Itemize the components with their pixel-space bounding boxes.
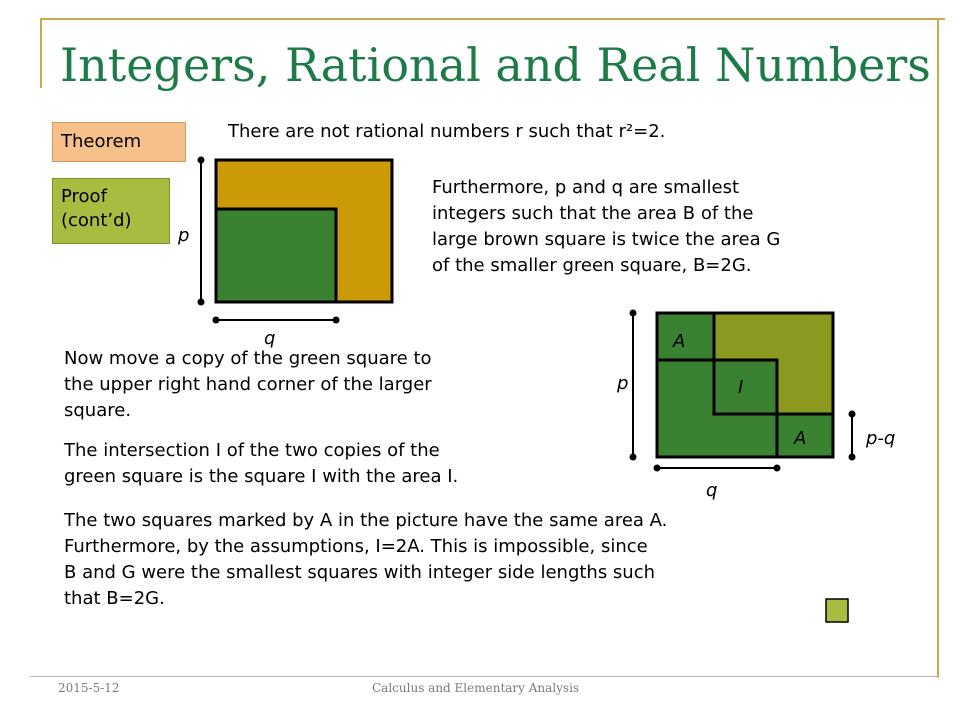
conclusion-line: that B=2G. [64, 588, 165, 609]
q-measure-end-left [213, 317, 220, 324]
p-measure-end-top [198, 157, 205, 164]
furthermore-line: of the smaller green square, B=2G. [432, 255, 752, 276]
a-label-bottom: A [794, 428, 807, 449]
q-measure-end-left-2 [654, 465, 661, 472]
footer-course: Calculus and Elementary Analysis [372, 681, 580, 695]
q-measure-end-right-2 [774, 465, 781, 472]
q-label-2: q [706, 480, 718, 501]
proof-label-line-2: (cont’d) [61, 210, 132, 231]
intersection-line: green square is the square I with the area I. [64, 466, 459, 487]
pq-measure-end-bottom [849, 454, 856, 461]
q-label: q [264, 328, 276, 349]
end-of-proof-box [826, 599, 848, 622]
p-measure-end-bottom-2 [630, 454, 637, 461]
intersection-line: The intersection I of the two copies of the [64, 440, 440, 461]
move-copy-line: square. [64, 400, 132, 421]
p-label: p [178, 225, 190, 246]
furthermore-line: large brown square is twice the area G [432, 229, 781, 250]
theorem-label: Theorem [52, 122, 186, 162]
p-measure-end-bottom [198, 299, 205, 306]
conclusion-line: The two squares marked by A in the picture have the same area A. [64, 510, 668, 531]
intersection-square [714, 360, 777, 414]
a-label-top: A [673, 331, 686, 352]
furthermore-line: Furthermore, p and q are smallest [432, 177, 740, 198]
diagram-2 [616, 310, 895, 502]
p-minus-q-label: p-q [866, 428, 896, 449]
q-measure-end-right [333, 317, 340, 324]
move-copy-line: the upper right hand corner of the larger [64, 374, 432, 395]
conclusion-line: Furthermore, by the assumptions, I=2A. This is impossible, since [64, 536, 648, 557]
diagram-1 [177, 157, 392, 350]
small-green-square [216, 209, 336, 302]
pq-measure-end-top [849, 411, 856, 418]
statement-text: There are not rational numbers r such that r²=2. [228, 121, 666, 142]
i-label: I [738, 377, 744, 398]
footer-date: 2015-5-12 [58, 681, 120, 695]
p-measure-end-top-2 [630, 310, 637, 317]
slide-title: Integers, Rational and Real Numbers [60, 38, 931, 92]
furthermore-line: integers such that the area B of the [432, 203, 754, 224]
conclusion-line: B and G were the smallest squares with integer side lengths such [64, 562, 656, 583]
proof-label-line-1: Proof [61, 186, 107, 207]
p-label-2: p [617, 373, 629, 394]
move-copy-line: Now move a copy of the green square to [64, 348, 432, 369]
a-square-top [657, 313, 714, 360]
